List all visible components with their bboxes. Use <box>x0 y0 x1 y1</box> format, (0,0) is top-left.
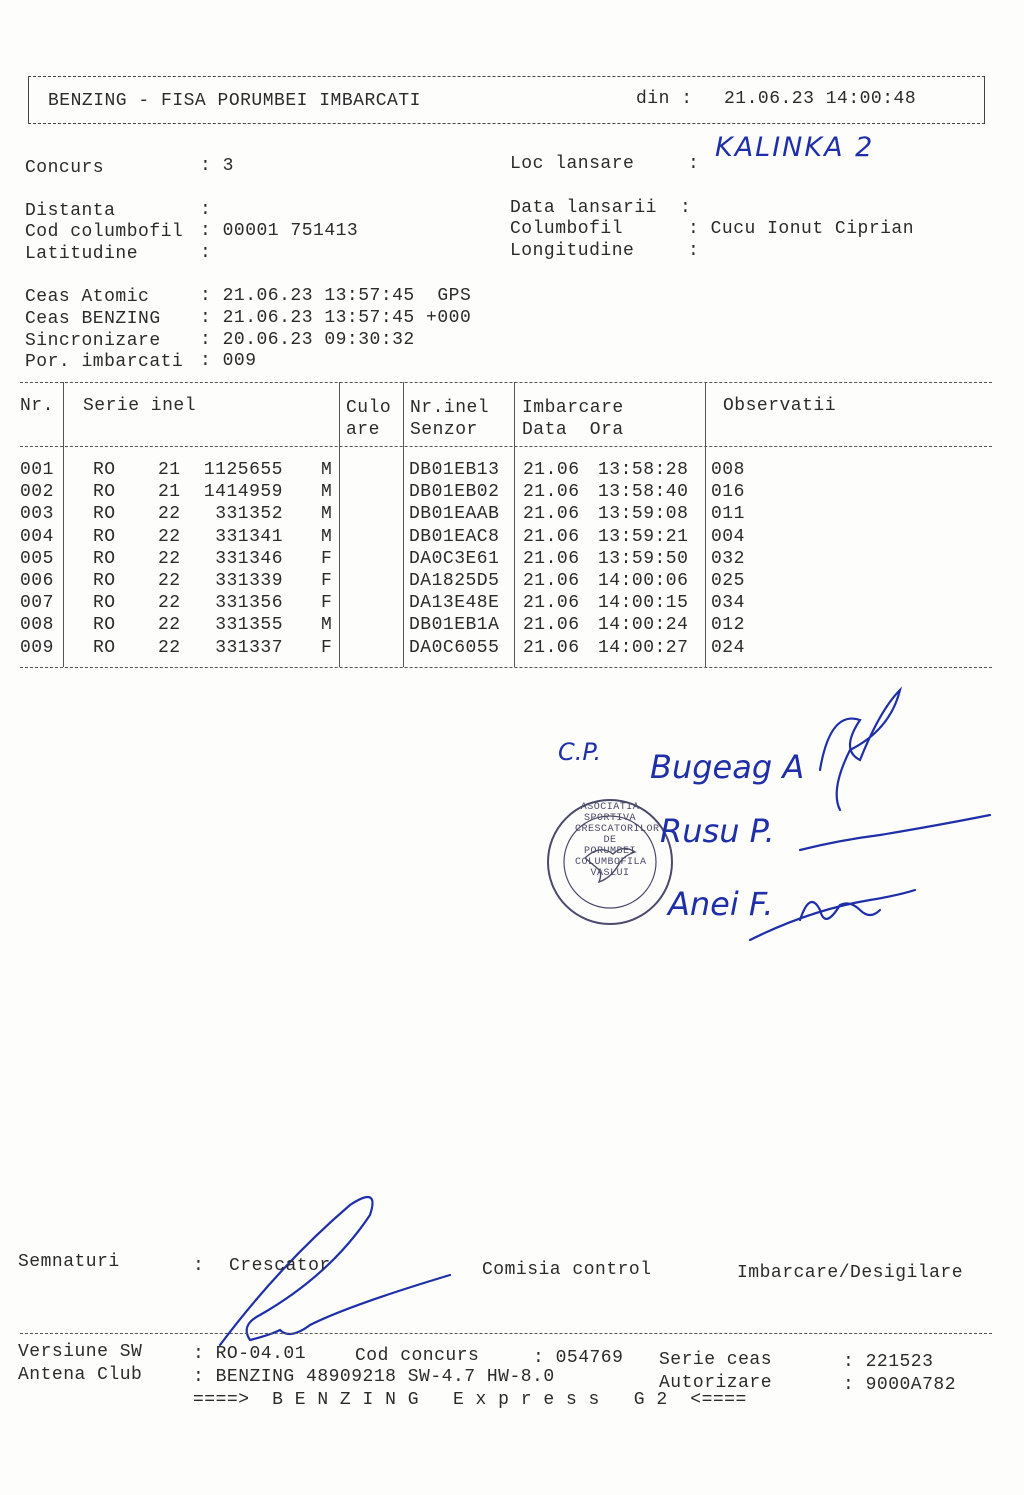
signature-stroke-4 <box>800 902 880 920</box>
cell-inel: 1125655 <box>203 460 283 480</box>
cell-sex: F <box>321 548 333 569</box>
cell-obs: 034 <box>711 593 745 614</box>
cell-obs: 004 <box>711 526 745 547</box>
cell-nr: 004 <box>20 526 54 547</box>
ceas-benzing-value: : 21.06.23 13:57:45 +000 <box>200 308 472 328</box>
cell-nr: 002 <box>20 482 54 503</box>
date-label: din : <box>636 89 693 109</box>
antena-club-label: Antena Club <box>18 1365 143 1385</box>
cell-ora: 14:00:27 <box>598 637 689 658</box>
cell-inel: 331341 <box>215 526 283 547</box>
cell-senzor: DB01EAAB <box>409 504 500 525</box>
serie-ceas-label: Serie ceas <box>659 1350 773 1370</box>
cell-an: 22 <box>158 526 181 547</box>
cell-sex: M <box>321 482 333 503</box>
header-imbarcare-2: Data Ora <box>522 420 624 440</box>
signature-stroke-2 <box>800 815 990 850</box>
concurs-value: : 3 <box>200 156 234 176</box>
cell-inel: 331356 <box>215 593 283 614</box>
distanta-label: Distanta <box>25 201 116 221</box>
cell-sex: F <box>321 571 333 591</box>
loc-lansare-sep: : <box>688 154 700 174</box>
cell-nr: 005 <box>20 548 54 569</box>
cell-ora: 14:00:24 <box>598 615 689 636</box>
header-observatii: Observatii <box>723 396 837 416</box>
autorizare-value: : 9000A782 <box>843 1375 957 1395</box>
longitudine-label: Longitudine <box>510 241 635 261</box>
handwritten-name-rusu: Rusu P. <box>660 812 775 850</box>
cell-inel: 331352 <box>215 504 283 525</box>
cell-inel: 331355 <box>215 615 283 636</box>
versiune-sw-label: Versiune SW <box>18 1342 143 1362</box>
cell-data: 21.06 <box>523 571 580 591</box>
cell-tara: RO <box>93 593 116 614</box>
cod-columbofil-label: Cod columbofil <box>25 222 184 242</box>
cell-nr: 001 <box>20 460 54 480</box>
cod-columbofil-value: : 00001 751413 <box>200 221 359 241</box>
sincronizare-label: Sincronizare <box>25 331 161 351</box>
header-nrinel-1: Nr.inel <box>410 398 490 418</box>
data-lansarii-value: : <box>680 198 692 218</box>
cell-ora: 14:00:06 <box>598 571 689 591</box>
cell-nr: 003 <box>20 504 54 525</box>
cell-inel: 331337 <box>215 637 283 658</box>
document-title: BENZING - FISA PORUMBEI IMBARCATI <box>48 91 421 111</box>
cell-ora: 13:59:08 <box>598 504 689 525</box>
date-value: 21.06.23 14:00:48 <box>724 89 917 109</box>
cell-obs: 032 <box>711 548 745 569</box>
header-nrinel-2: Senzor <box>410 420 478 440</box>
header-serie-inel: Serie inel <box>83 396 197 416</box>
cell-inel: 331346 <box>215 548 283 569</box>
cell-tara: RO <box>93 526 116 547</box>
cell-senzor: DB01EB02 <box>409 482 500 503</box>
semnaturi-label: Semnaturi <box>18 1252 120 1272</box>
distanta-value: : <box>200 200 212 220</box>
cell-sex: M <box>321 526 333 547</box>
loc-lansare-handwritten: KALINKA 2 <box>715 132 875 163</box>
cell-inel: 331339 <box>215 571 283 591</box>
cell-data: 21.06 <box>523 460 580 480</box>
cell-an: 22 <box>158 571 181 591</box>
cell-sex: M <box>321 504 333 525</box>
ceas-atomic-value: : 21.06.23 13:57:45 GPS <box>200 286 472 306</box>
cell-ora: 13:58:40 <box>598 482 689 503</box>
imbarcare-desigilare-label: Imbarcare/Desigilare <box>737 1263 964 1283</box>
cell-obs: 016 <box>711 482 745 503</box>
cell-tara: RO <box>93 504 116 525</box>
cell-obs: 008 <box>711 460 745 480</box>
header-culoare-1: Culo <box>346 398 392 418</box>
serie-ceas-value: : 221523 <box>843 1352 934 1372</box>
cell-senzor: DB01EAC8 <box>409 526 500 547</box>
cell-nr: 007 <box>20 593 54 614</box>
cell-an: 22 <box>158 615 181 636</box>
header-culoare-2: are <box>346 420 380 440</box>
cell-nr: 009 <box>20 637 54 658</box>
data-lansarii-label: Data lansarii <box>510 198 657 218</box>
handwritten-name-anei: Anei F. <box>668 885 774 923</box>
cell-senzor: DA1825D5 <box>409 571 500 591</box>
ceas-atomic-label: Ceas Atomic <box>25 287 150 307</box>
cell-data: 21.06 <box>523 615 580 636</box>
cell-tara: RO <box>93 460 116 480</box>
longitudine-value: : <box>688 241 700 261</box>
loc-lansare-label: Loc lansare <box>510 154 635 174</box>
header-imbarcare-1: Imbarcare <box>522 398 624 418</box>
cell-tara: RO <box>93 482 116 503</box>
cell-nr: 006 <box>20 571 54 591</box>
cell-ora: 13:59:50 <box>598 548 689 569</box>
cell-data: 21.06 <box>523 548 580 569</box>
antena-club-value: : BENZING 48909218 SW-4.7 HW-8.0 <box>193 1367 555 1387</box>
cell-senzor: DB01EB1A <box>409 615 500 636</box>
cell-obs: 025 <box>711 571 745 591</box>
ceas-benzing-label: Ceas BENZING <box>25 309 161 329</box>
cell-an: 22 <box>158 504 181 525</box>
versiune-sw-value: : RO-04.01 <box>193 1344 307 1364</box>
cell-data: 21.06 <box>523 482 580 503</box>
cell-an: 22 <box>158 548 181 569</box>
cell-ora: 14:00:15 <box>598 593 689 614</box>
cell-an: 22 <box>158 637 181 658</box>
concurs-label: Concurs <box>25 158 105 178</box>
cell-sex: M <box>321 615 333 636</box>
cell-sex: F <box>321 637 333 658</box>
latitudine-label: Latitudine <box>25 244 139 264</box>
cell-sex: F <box>321 593 333 614</box>
columbofil-value: : Cucu Ionut Ciprian <box>688 219 915 239</box>
cell-tara: RO <box>93 548 116 569</box>
cell-senzor: DB01EB13 <box>409 460 500 480</box>
cell-nr: 008 <box>20 615 54 636</box>
latitudine-value: : <box>200 243 212 263</box>
cell-an: 21 <box>158 482 181 503</box>
cell-obs: 011 <box>711 504 745 525</box>
cell-ora: 13:58:28 <box>598 460 689 480</box>
comisia-control-label: Comisia control <box>482 1260 652 1280</box>
crescator-label: Crescator <box>229 1256 331 1276</box>
por-imbarcati-label: Por. imbarcati <box>25 352 184 372</box>
cell-obs: 024 <box>711 637 745 658</box>
cell-data: 21.06 <box>523 593 580 614</box>
autorizare-label: Autorizare <box>659 1373 773 1393</box>
cod-concurs-label: Cod concurs <box>355 1346 480 1366</box>
cell-an: 21 <box>158 460 181 480</box>
sincronizare-value: : 20.06.23 09:30:32 <box>200 330 415 350</box>
cell-senzor: DA0C6055 <box>409 637 500 658</box>
handwritten-cp: C.P. <box>558 738 602 766</box>
signature-stroke-1 <box>820 690 900 810</box>
footer-rule <box>20 1333 992 1334</box>
cell-an: 22 <box>158 593 181 614</box>
handwritten-name-bugeag: Bugeag A <box>650 748 805 786</box>
cell-ora: 13:59:21 <box>598 526 689 547</box>
cell-obs: 012 <box>711 615 745 636</box>
por-imbarcati-value: : 009 <box>200 351 257 371</box>
columbofil-label: Columbofil <box>510 219 624 239</box>
cell-data: 21.06 <box>523 504 580 525</box>
cell-sex: M <box>321 460 333 480</box>
cell-tara: RO <box>93 571 116 591</box>
cell-tara: RO <box>93 637 116 658</box>
header-nr: Nr. <box>20 396 54 416</box>
cell-data: 21.06 <box>523 526 580 547</box>
cod-concurs-value: : 054769 <box>533 1348 624 1368</box>
stamp-text: ASOCIATIA SPORTIVA CRESCATORILOR DE PORUMBEI COLUMBOFILA VASLUI <box>575 802 660 879</box>
benzing-express-banner: ====> B E N Z I N G E x p r e s s G 2 <==== <box>193 1390 747 1410</box>
cell-senzor: DA13E48E <box>409 593 500 614</box>
semnaturi-sep: : <box>193 1256 205 1276</box>
cell-tara: RO <box>93 615 116 636</box>
cell-inel: 1414959 <box>203 482 283 503</box>
cell-senzor: DA0C3E61 <box>409 548 500 569</box>
cell-data: 21.06 <box>523 637 580 658</box>
